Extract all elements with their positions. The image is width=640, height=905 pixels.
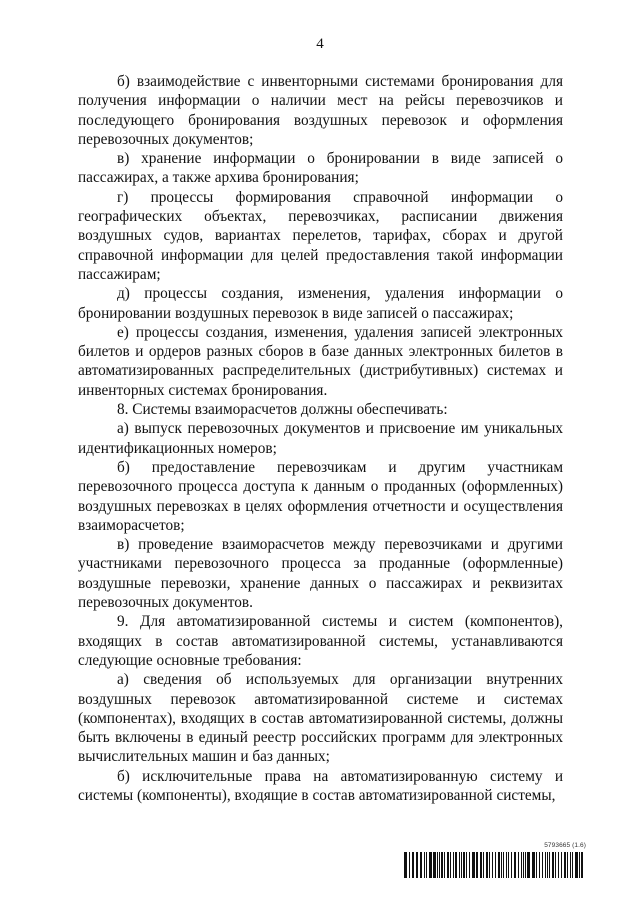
paragraph-9b-exclusive-rights: б) исключительные права на автоматизированную систему и системы (компоненты), входящие в состав автоматизированной системы, (78, 767, 563, 804)
document-body (78, 72, 563, 805)
barcode-icon (404, 852, 586, 878)
paragraph-9a-registry: а) сведения об используемых для организации внутренних воздушных перевозок автоматизированной системе и системах (компонентах), входящих в состав автоматизированной системы, должны быть включены в единый реестр российских программ для электронных вычислительных машин и баз данных; (78, 671, 563, 766)
paragraph-g-reference-info: г) процессы формирования справочной информации о географических объектах, перевозчиках, расписании движения воздушных судов, вариантах перелетов, тарифах, сборах и другой справочной информации для целей предоставления такой информации пассажирам; (78, 188, 563, 283)
document-code: 5793665 (1.6) (544, 842, 586, 849)
paragraph-d-booking-records: д) процессы создания, изменения, удаления информации о бронировании воздушных перевозок в виде записей о пассажирах; (78, 285, 563, 322)
paragraph-b-interaction: б) взаимодействие с инвентoрными системами бронирования для получения информации о наличии мест на рейсы перевозчиков и последующего бронирования воздушных перевозок и оформления перевозочных документов; (78, 73, 563, 148)
footer-barcode-block (404, 842, 586, 884)
paragraph-v-storage: в) хранение информации о бронировании в виде записей о пассажирах, а также архива бронирования; (78, 150, 563, 187)
paragraph-9-requirements: 9. Для автоматизированной системы и систем (компонентов), входящих в состав автоматизированной системы, устанавливаются следующие основные требования: (78, 613, 563, 669)
page-number: 4 (316, 36, 324, 52)
paragraph-8a-document-issue: а) выпуск перевозочных документов и присвоение им уникальных идентификационных номеров; (78, 420, 563, 457)
paragraph-8b-data-access: б) предоставление перевозчикам и другим участникам перевозочного процесса доступа к данным о проданных (оформленных) воздушных перевозках в целях оформления отчетности и осуществления взаиморасчетов; (78, 458, 563, 534)
paragraph-8-settlement-systems: 8. Системы взаиморасчетов должны обеспечивать: (117, 401, 448, 419)
paragraph-e-ticket-records: е) процессы создания, изменения, удаления записей электронных билетов и ордеров разных сборов в базе данных электронных билетов в автоматизированных распределительных (дистрибутивных) системах и инвентoрных системах бронирования. (78, 323, 563, 399)
paragraph-8v-settlements: в) проведение взаиморасчетов между перевозчиками и другими участниками перевозочного процесса за проданные (оформленные) воздушные перевозки, хранение данных о пассажирах и реквизитах перевозочных документов. (78, 536, 563, 612)
